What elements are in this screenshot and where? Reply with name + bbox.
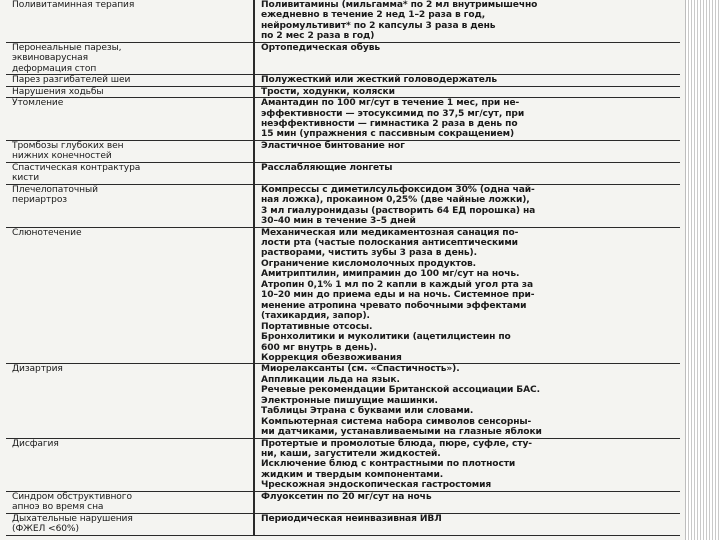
treatment-text-line: Амантадин по 100 мг/сут в течение 1 мес, при не- <box>261 98 520 109</box>
condition-text-line: кисти <box>12 173 40 184</box>
condition-text-line: Перонеальные парезы, <box>12 42 122 53</box>
treatment-text-line: Речевые рекомендации Британской ассоциации БАС. <box>261 385 540 396</box>
condition-cell <box>6 140 254 162</box>
treatment-text-line: 3 мл гиалуронидазы (растворить 64 ЕД порошка) на <box>261 205 536 216</box>
condition-text-line: Парез разгибателей шеи <box>12 75 131 86</box>
table-row <box>6 162 680 184</box>
condition-text-line: Поливитаминная терапия <box>12 0 135 10</box>
treatment-cell <box>254 42 680 74</box>
treatment-text-line: Чрескожная эндоскопическая гастростомия <box>261 480 492 491</box>
treatment-cell <box>254 513 680 535</box>
treatment-text-line: (тахикардия, запор). <box>261 311 370 322</box>
table-row <box>6 364 680 438</box>
treatment-text-line: лости рта (частые полоскания антисептическими <box>261 237 518 248</box>
treatment-cell <box>254 438 680 491</box>
condition-cell <box>6 86 254 97</box>
treatment-text-line: Эластичное бинтование ног <box>261 140 405 151</box>
treatment-text-line: Бронхолитики и муколитики (ацетилцистеин по <box>261 332 511 343</box>
treatment-text-line: Периодическая неинвазивная ИВЛ <box>261 513 442 524</box>
condition-cell <box>6 184 254 227</box>
treatment-text-line: Трости, ходунки, коляски <box>261 86 395 97</box>
treatment-cell <box>254 491 680 513</box>
treatment-text-line: 600 мг внутрь в день). <box>261 342 378 353</box>
treatment-text-line: неэффективности — гимнастика 2 раза в день по <box>261 118 518 129</box>
condition-cell <box>6 42 254 74</box>
treatment-text-line: Поливитамины (мильгамма* по 2 мл внутримышечно <box>261 0 538 10</box>
table-row <box>6 184 680 227</box>
condition-text-line: Синдром обструктивного <box>12 491 132 502</box>
treatment-text-line: Компрессы с диметилсульфоксидом 30% (одна чай- <box>261 184 535 195</box>
treatment-text-line: Компьютерная система набора символов сенсорны- <box>261 416 532 427</box>
treatment-text-line: 10–20 мин до приема еды и на ночь. Системное при- <box>261 290 535 301</box>
condition-cell <box>6 0 254 42</box>
treatment-text-line: ная ложка), прокаином 0,25% (две чайные ложки), <box>261 195 530 206</box>
condition-cell <box>6 364 254 438</box>
treatment-cell <box>254 86 680 97</box>
treatment-cell <box>254 140 680 162</box>
table-row <box>6 227 680 364</box>
treatment-text-line: Расслабляющие лонгеты <box>261 162 393 173</box>
treatment-text-line: жидким и твердым компонентами. <box>261 469 444 480</box>
treatment-text-line: нейромультивит* по 2 капсулы 3 раза в день <box>261 20 496 31</box>
condition-text-line: Плечелопаточный <box>12 184 98 195</box>
treatment-text-line: 15 мин (упражнения с пассивным сокращением) <box>261 129 515 140</box>
treatment-text-line: Таблицы Этрана с буквами или словами. <box>261 406 474 417</box>
table-row <box>6 438 680 491</box>
condition-text-line: апноэ во время сна <box>12 502 104 513</box>
condition-text-line: Слюнотечение <box>12 227 82 238</box>
condition-cell <box>6 227 254 364</box>
condition-text-line: Тромбозы глубоких вен <box>12 140 124 151</box>
treatment-text-line: растворами, чистить зубы 3 раза в день). <box>261 248 477 259</box>
condition-cell <box>6 491 254 513</box>
treatment-text-line: по 2 мес 2 раза в год) <box>261 31 375 42</box>
table-row <box>6 491 680 513</box>
treatment-text-line: ни, каши, загустители жидкостей. <box>261 449 441 460</box>
treatment-cell <box>254 184 680 227</box>
condition-text-line: деформация стоп <box>12 63 97 74</box>
table-body <box>6 0 680 535</box>
treatment-text-line: Амитриптилин, имипрамин до 100 мг/сут на ночь. <box>261 269 520 280</box>
treatment-text-line: 30–40 мин в течение 3–5 дней <box>261 216 416 227</box>
treatment-text-line: Аппликации льда на язык. <box>261 374 400 385</box>
table-row <box>6 140 680 162</box>
condition-text-line: Утомление <box>12 98 64 109</box>
table-row <box>6 86 680 97</box>
treatment-text-line: Портативные отсосы. <box>261 321 373 332</box>
condition-text-line: Нарушения ходьбы <box>12 86 104 97</box>
treatment-text-line: ежедневно в течение 2 нед 1–2 раза в год, <box>261 10 486 21</box>
table-row <box>6 513 680 535</box>
condition-text-line: Дисфагия <box>12 438 59 449</box>
treatment-text-line: эффективности — этосуксимид по 37,5 мг/сут, при <box>261 108 525 119</box>
treatment-text-line: Флуоксетин по 20 мг/сут на ночь <box>261 491 432 502</box>
condition-cell <box>6 162 254 184</box>
treatment-cell <box>254 0 680 42</box>
table-row <box>6 75 680 86</box>
condition-cell <box>6 98 254 141</box>
condition-cell <box>6 75 254 86</box>
condition-text-line: (ФЖЕЛ <60%) <box>12 524 79 535</box>
condition-text-line: Спастическая контрактура <box>12 162 141 173</box>
treatment-text-line: Ортопедическая обувь <box>261 42 381 53</box>
condition-text-line: периартроз <box>12 195 68 206</box>
condition-text-line: нижних конечностей <box>12 151 112 162</box>
treatment-text-line: Коррекция обезвоживания <box>261 352 402 363</box>
treatment-text-line: Полужесткий или жесткий головодержатель <box>261 75 498 86</box>
treatment-text-line: ми датчиками, устанавливаемыми на глазные яблоки <box>261 427 542 438</box>
condition-cell <box>6 513 254 535</box>
condition-cell <box>6 438 254 491</box>
treatment-text-line: Атропин 0,1% 1 мл по 2 капли в каждый угол рта за <box>261 279 534 290</box>
treatment-text-line: Ограничение кисломолочных продуктов. <box>261 258 477 269</box>
treatment-text-line: Электронные пишущие машинки. <box>261 395 438 406</box>
condition-text-line: Дизартрия <box>12 364 63 375</box>
treatment-text-line: Протертые и промолотые блюда, пюре, суфле, сту- <box>261 438 532 449</box>
treatment-text-line: менение атропина чревато побочными эффектами <box>261 300 527 311</box>
condition-text-line: эквиноварусная <box>12 53 88 64</box>
treatment-table <box>6 0 680 536</box>
treatment-text-line: Механическая или медикаментозная санация по- <box>261 227 519 238</box>
treatment-cell <box>254 98 680 141</box>
treatment-cell <box>254 162 680 184</box>
treatment-cell <box>254 75 680 86</box>
treatment-text-line: Исключение блюд с контрастными по плотности <box>261 459 516 470</box>
treatment-cell <box>254 364 680 438</box>
table-row <box>6 0 680 42</box>
table-row <box>6 42 680 74</box>
treatment-cell <box>254 227 680 364</box>
treatment-text-line: Миорелаксанты (см. «Спастичность»). <box>261 364 460 375</box>
condition-text-line: Дыхательные нарушения <box>12 513 133 524</box>
table-row <box>6 98 680 141</box>
page-edge-strip <box>685 0 720 540</box>
